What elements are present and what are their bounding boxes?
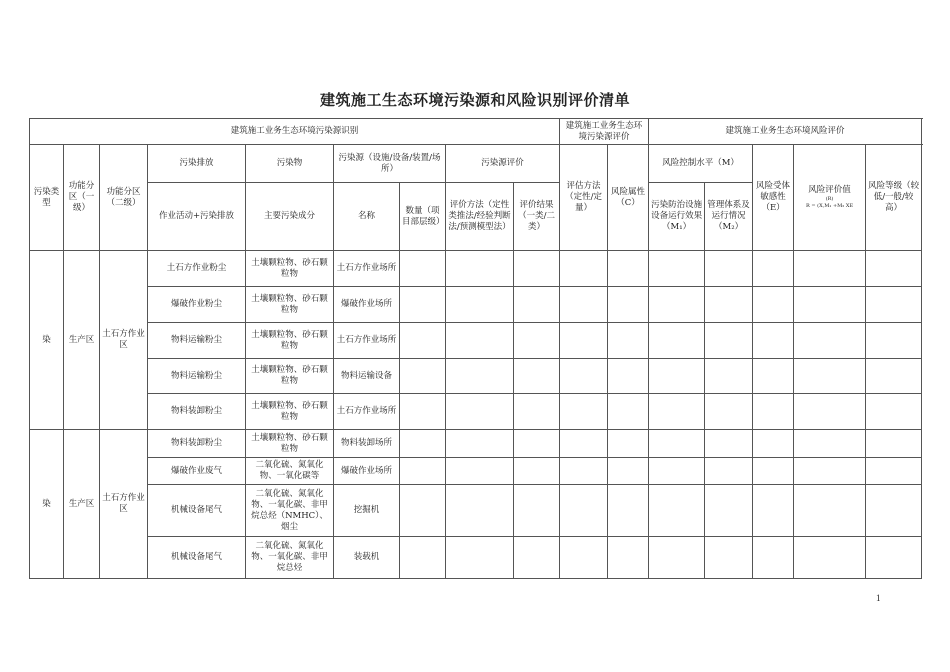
pollution-type-header: 污染类型 [30,145,64,251]
empty-cell [446,251,514,287]
source-facility-header: 污染源（设施/设备/装置/场所） [334,145,446,183]
risk-value-header [794,145,866,251]
empty-cell [608,287,649,323]
empty-cell [866,251,922,287]
empty-cell [794,251,866,287]
activity-cell: 爆破作业粉尘 [148,287,246,323]
empty-cell [866,485,922,537]
empty-cell [794,485,866,537]
empty-cell [649,251,705,287]
table-row [30,251,922,287]
empty-cell [753,485,794,537]
pollutant-header: 污染物 [246,145,334,183]
table-row [30,394,922,430]
activity-cell: 物料装卸粉尘 [148,430,246,458]
empty-cell [446,537,514,579]
m1-header: 污染防治设施设备运行效果（M₁） [649,183,705,251]
empty-cell [705,323,753,359]
header-row-1 [30,119,922,145]
component-cell: 土壤颗粒物、砂石颗粒物 [246,287,334,323]
empty-cell [514,287,560,323]
empty-cell [446,430,514,458]
pollution-type-cell: 染 [30,430,64,579]
empty-cell [608,537,649,579]
empty-cell [866,359,922,394]
empty-cell [753,251,794,287]
name-cell: 物料运输设备 [334,359,400,394]
m2-header: 管理体系及运行情况（M₂） [705,183,753,251]
empty-cell [400,359,446,394]
empty-cell [514,458,560,485]
empty-cell [446,485,514,537]
empty-cell [705,458,753,485]
empty-cell [866,458,922,485]
risk-control-header: 风险控制水平（M） [649,145,753,183]
empty-cell [560,394,608,430]
empty-cell [866,323,922,359]
name-cell: 土石方作业场所 [334,323,400,359]
empty-cell [705,287,753,323]
activity-header: 作业活动+污染排放 [148,183,246,251]
empty-cell [649,287,705,323]
empty-cell [514,251,560,287]
empty-cell [514,485,560,537]
empty-cell [400,537,446,579]
receptor-header: 风险受体敏感性（E） [753,145,794,251]
component-cell: 土壤颗粒物、砂石颗粒物 [246,359,334,394]
empty-cell [794,359,866,394]
empty-cell [866,394,922,430]
table-row [30,359,922,394]
empty-cell [794,323,866,359]
risk-value-label: 风险评价值 [808,185,851,195]
empty-cell [400,287,446,323]
empty-cell [649,430,705,458]
empty-cell [649,537,705,579]
activity-cell: 机械设备尾气 [148,537,246,579]
component-cell: 土壤颗粒物、砂石颗粒物 [246,323,334,359]
activity-cell: 物料运输粉尘 [148,323,246,359]
empty-cell [400,251,446,287]
empty-cell [753,359,794,394]
empty-cell [705,251,753,287]
empty-cell [560,287,608,323]
empty-cell [794,287,866,323]
empty-cell [514,394,560,430]
source-eval-header: 污染源评价 [446,145,560,183]
empty-cell [608,458,649,485]
name-cell: 土石方作业场所 [334,251,400,287]
activity-cell: 物料装卸粉尘 [148,394,246,430]
empty-cell [794,430,866,458]
component-cell: 土壤颗粒物、砂石颗粒物 [246,251,334,287]
func-zone-1-cell: 生产区 [64,251,100,430]
empty-cell [608,485,649,537]
name-cell: 爆破作业场所 [334,287,400,323]
emission-header: 污染排放 [148,145,246,183]
empty-cell [753,323,794,359]
empty-cell [560,323,608,359]
func-zone-1-header: 功能分区（一级） [64,145,100,251]
header-row-2 [30,145,922,183]
group-source-eval-header: 建筑施工业务生态环境污染源评价 [560,119,649,145]
table-row [30,458,922,485]
empty-cell [753,430,794,458]
quantity-header: 数量（项目部层级） [400,183,446,251]
empty-cell [866,287,922,323]
empty-cell [608,394,649,430]
empty-cell [560,430,608,458]
component-cell: 二氧化硫、氮氧化物、一氧化碳等 [246,458,334,485]
table-row [30,537,922,579]
name-cell: 物料装卸场所 [334,430,400,458]
empty-cell [753,394,794,430]
pollution-type-cell: 染 [30,251,64,430]
group-identify-header: 建筑施工业务生态环境污染源识别 [30,119,560,145]
func-zone-1-cell: 生产区 [64,430,100,579]
table-row [30,485,922,537]
component-cell: 二氧化硫、氮氧化物、一氧化碳、非甲烷总烃 [246,537,334,579]
empty-cell [608,251,649,287]
empty-cell [560,359,608,394]
empty-cell [400,458,446,485]
risk-level-header: 风险等级（较低/一般/较高） [866,145,922,251]
document-title: 建筑施工生态环境污染源和风险识别评价清单 [319,91,630,109]
empty-cell [608,430,649,458]
empty-cell [705,394,753,430]
empty-cell [514,323,560,359]
risk-formula: R = (X,M₁ +M₂ XE [806,203,854,209]
group-risk-eval-header: 建筑施工业务生态环境风险评价 [649,119,922,145]
empty-cell [446,394,514,430]
name-header: 名称 [334,183,400,251]
empty-cell [514,359,560,394]
risk-formula-top: (R) [825,196,834,202]
empty-cell [560,251,608,287]
empty-cell [705,485,753,537]
empty-cell [649,458,705,485]
empty-cell [649,323,705,359]
empty-cell [446,287,514,323]
empty-cell [794,394,866,430]
empty-cell [560,537,608,579]
name-cell: 土石方作业场所 [334,394,400,430]
component-cell: 二氧化硫、氮氧化物、一氧化碳、非甲烷总烃（NMHC）、烟尘 [246,485,334,537]
risk-assessment-table [29,118,922,579]
empty-cell [753,287,794,323]
activity-cell: 爆破作业废气 [148,458,246,485]
empty-cell [794,458,866,485]
empty-cell [705,430,753,458]
empty-cell [514,537,560,579]
empty-cell [400,430,446,458]
empty-cell [446,458,514,485]
func-zone-2-cell: 土石方作业区 [100,251,148,430]
name-cell: 爆破作业场所 [334,458,400,485]
assess-method-header: 评估方法（定性/定量） [560,145,608,251]
activity-cell: 物料运输粉尘 [148,359,246,394]
name-cell: 挖掘机 [334,485,400,537]
empty-cell [753,537,794,579]
activity-cell: 土石方作业粉尘 [148,251,246,287]
empty-cell [608,359,649,394]
empty-cell [753,458,794,485]
table-row [30,323,922,359]
empty-cell [400,323,446,359]
component-cell: 土壤颗粒物、砂石颗粒物 [246,430,334,458]
empty-cell [560,458,608,485]
empty-cell [649,485,705,537]
empty-cell [866,537,922,579]
empty-cell [400,394,446,430]
empty-cell [649,394,705,430]
empty-cell [649,359,705,394]
empty-cell [446,359,514,394]
activity-cell: 机械设备尾气 [148,485,246,537]
name-cell: 装载机 [334,537,400,579]
table-row [30,430,922,458]
page-number: 1 [876,593,881,603]
func-zone-2-header: 功能分区（二级） [100,145,148,251]
empty-cell [446,323,514,359]
func-zone-2-cell: 土石方作业区 [100,430,148,579]
risk-attr-header: 风险属性（C） [608,145,649,251]
eval-result-header: 评价结果（一类/二类） [514,183,560,251]
eval-method-header: 评价方法（定性类推法/经验判断法/预测模型法） [446,183,514,251]
component-cell: 土壤颗粒物、砂石颗粒物 [246,394,334,430]
main-component-header: 主要污染成分 [246,183,334,251]
empty-cell [866,430,922,458]
table-row [30,287,922,323]
empty-cell [608,323,649,359]
empty-cell [705,537,753,579]
empty-cell [514,430,560,458]
empty-cell [400,485,446,537]
empty-cell [705,359,753,394]
empty-cell [560,485,608,537]
empty-cell [794,537,866,579]
